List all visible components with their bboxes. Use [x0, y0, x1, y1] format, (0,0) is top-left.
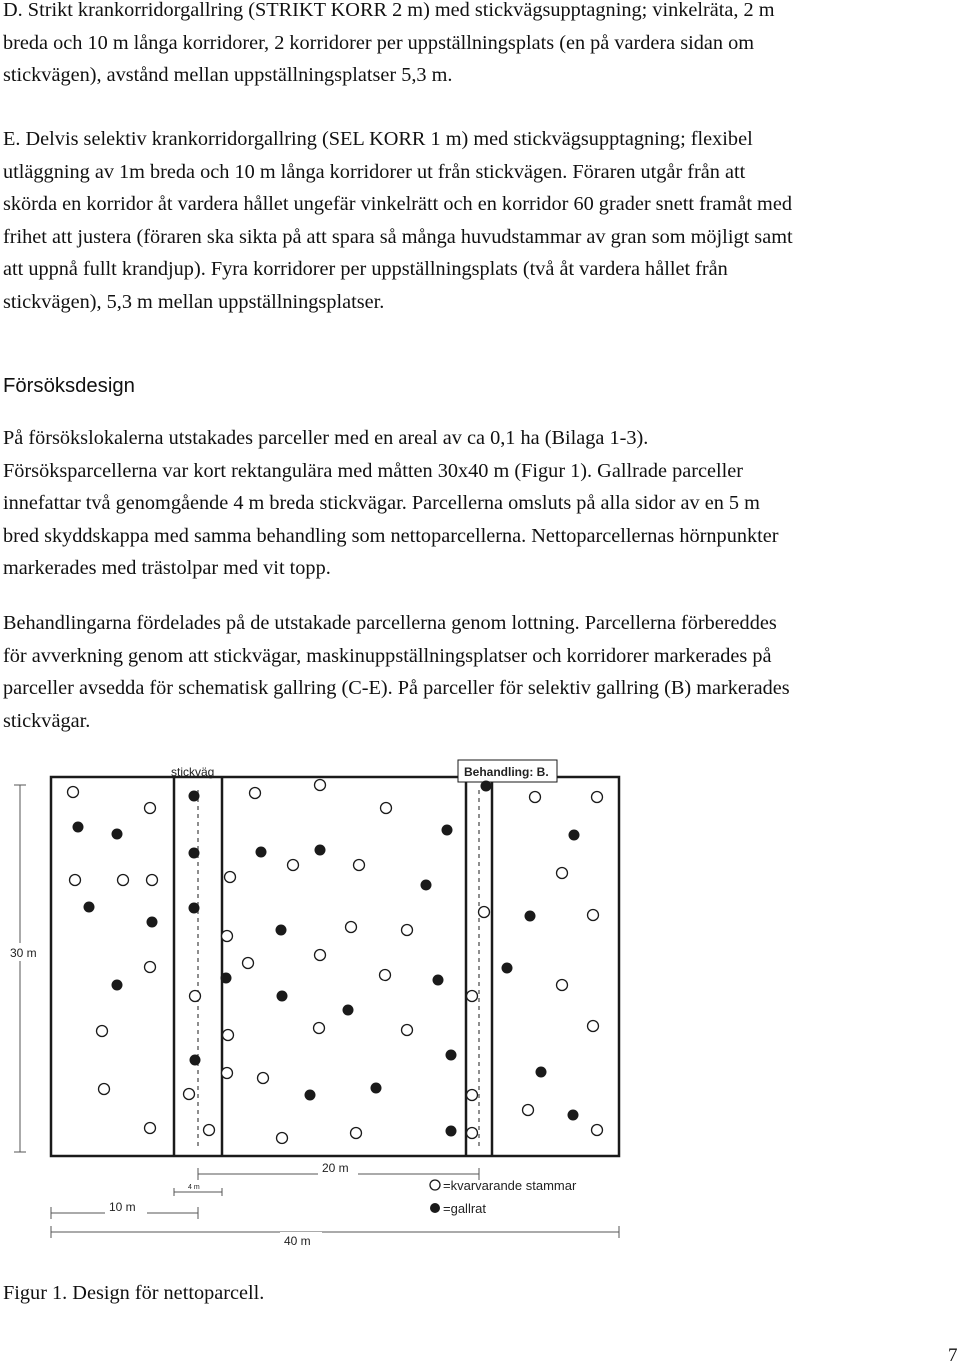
label-20m: 20 m — [322, 1161, 349, 1175]
thinned-tree-marker — [536, 1067, 547, 1078]
label-40m: 40 m — [284, 1234, 311, 1248]
thinned-tree-marker — [73, 822, 84, 833]
text-line: E. Delvis selektiv krankorridorgallring (SEL KORR 1 m) med stickvägsupptagning; flexibel — [3, 128, 753, 150]
thinned-trees — [73, 781, 580, 1137]
label-30m: 30 m — [10, 946, 37, 960]
thinned-tree-marker — [481, 781, 492, 792]
remaining-tree-marker — [351, 1128, 362, 1139]
paragraph-d — [3, 0, 960, 92]
remaining-tree-marker — [277, 1133, 288, 1144]
remaining-tree-marker — [354, 860, 365, 871]
remaining-tree-marker — [145, 803, 156, 814]
remaining-tree-marker — [467, 1090, 478, 1101]
remaining-tree-marker — [225, 872, 236, 883]
remaining-tree-marker — [346, 922, 357, 933]
legend-filled-circle — [430, 1203, 440, 1213]
label-4m: 4 m — [188, 1184, 200, 1191]
remaining-tree-marker — [147, 875, 158, 886]
paragraph-design — [3, 422, 960, 585]
thinned-tree-marker — [189, 791, 200, 802]
thinned-tree-marker — [112, 980, 123, 991]
remaining-tree-marker — [243, 958, 254, 969]
legend-open-circle — [430, 1180, 440, 1190]
text-line: utläggning av 1m breda och 10 m långa korridorer ut från stickvägen. Föraren utgår från att — [3, 160, 746, 183]
thinned-tree-marker — [421, 880, 432, 891]
thinned-tree-marker — [221, 973, 232, 984]
remaining-tree-marker — [258, 1073, 269, 1084]
remaining-tree-marker — [222, 1068, 233, 1079]
remaining-tree-marker — [315, 780, 326, 791]
thinned-tree-marker — [569, 830, 580, 841]
text-line: skörda en korridor åt vardera hållet ungefär vinkelrätt och en korridor 60 grader snett framåt med — [3, 193, 792, 215]
thinned-tree-marker — [189, 903, 200, 914]
legend — [430, 1178, 577, 1216]
remaining-tree-marker — [145, 1123, 156, 1134]
remaining-tree-marker — [557, 980, 568, 991]
dimension-30m — [14, 785, 26, 1152]
remaining-tree-marker — [381, 803, 392, 814]
thinned-tree-marker — [568, 1110, 579, 1121]
thinned-tree-marker — [84, 902, 95, 913]
thinned-tree-marker — [112, 829, 123, 840]
remaining-tree-marker — [204, 1125, 215, 1136]
thinned-tree-marker — [147, 917, 158, 928]
label-10m: 10 m — [109, 1200, 136, 1214]
thinned-tree-marker — [190, 1055, 201, 1066]
text-line: för avverkning genom att stickvägar, maskinuppställningsplatser och korridorer markerades på — [3, 644, 772, 667]
plot-border — [51, 777, 619, 1156]
remaining-tree-marker — [99, 1084, 110, 1095]
remaining-tree-marker — [380, 970, 391, 981]
figure-caption: Figur 1. Design för nettoparcell. — [3, 1282, 265, 1304]
text-line: bred skyddskappa med samma behandling som nettoparcellerna. Nettoparcellernas hörnpunkter — [3, 524, 779, 547]
text-line: Försöksparcellerna var kort rektangulära med måtten 30x40 m (Figur 1). Gallrade parceller — [3, 459, 743, 482]
remaining-tree-marker — [184, 1089, 195, 1100]
remaining-tree-marker — [145, 962, 156, 973]
text-line: På försökslokalerna utstakades parceller med en areal av ca 0,1 ha (Bilaga 1-3). — [3, 427, 649, 449]
text-line: D. Strikt krankorridorgallring (STRIKT KORR 2 m) med stickvägsupptagning; vinkelräta, 2 m — [3, 0, 775, 21]
remaining-tree-marker — [97, 1026, 108, 1037]
remaining-tree-marker — [288, 860, 299, 871]
remaining-tree-marker — [530, 792, 541, 803]
thinned-tree-marker — [442, 825, 453, 836]
remaining-tree-marker — [467, 991, 478, 1002]
text-line: innefattar två genomgående 4 m breda stickvägar. Parcellerna omsluts på alla sidor av en 5 m — [3, 492, 760, 514]
thinned-tree-marker — [343, 1005, 354, 1016]
remaining-tree-marker — [190, 991, 201, 1002]
remaining-tree-marker — [557, 868, 568, 879]
remaining-tree-marker — [588, 1021, 599, 1032]
legend-gallrat-label: =gallrat — [443, 1201, 486, 1216]
remaining-tree-marker — [70, 875, 81, 886]
remaining-tree-marker — [588, 910, 599, 921]
legend-kvarvarande-label: =kvarvarande stammar — [443, 1178, 577, 1193]
text-line: markerades med trästolpar med vit topp. — [3, 557, 331, 579]
remaining-tree-marker — [118, 875, 129, 886]
remaining-tree-marker — [592, 1125, 603, 1136]
label-stickvag: stickväg — [171, 765, 215, 779]
remaining-tree-marker — [223, 1030, 234, 1041]
remaining-tree-marker — [402, 925, 413, 936]
remaining-tree-marker — [402, 1025, 413, 1036]
thinned-tree-marker — [315, 845, 326, 856]
text-line: stickvägen), 5,3 m mellan uppställningsplatser. — [3, 290, 385, 313]
remaining-trees — [68, 780, 603, 1144]
plot-design-figure — [0, 750, 640, 1260]
text-line: att uppnå fullt krandjup). Fyra korridorer per uppställningsplats (två åt vardera hållet från — [3, 258, 728, 280]
text-line: Behandlingarna fördelades på de utstakade parcellerna genom lottning. Parcellerna förbereddes — [3, 612, 777, 634]
section-heading: Försöksdesign — [3, 375, 135, 397]
thinned-tree-marker — [446, 1050, 457, 1061]
text-line: stickvägar. — [3, 709, 91, 732]
thinned-tree-marker — [371, 1083, 382, 1094]
remaining-tree-marker — [68, 787, 79, 798]
remaining-tree-marker — [314, 1023, 325, 1034]
remaining-tree-marker — [222, 931, 233, 942]
text-line: breda och 10 m långa korridorer, 2 korridorer per uppställningsplats (en på vardera sidan om — [3, 31, 755, 54]
thinned-tree-marker — [277, 991, 288, 1002]
thinned-tree-marker — [502, 963, 513, 974]
page-number: 7 — [948, 1345, 958, 1366]
remaining-tree-marker — [467, 1128, 478, 1139]
thinned-tree-marker — [189, 848, 200, 859]
remaining-tree-marker — [479, 907, 490, 918]
text-line: frihet att justera (föraren ska sikta på att spara så många huvudstammar av gran som möjligt samt — [3, 225, 793, 248]
text-line: parceller avsedda för schematisk gallring (C-E). På parceller för selektiv gallring (B) markerades — [3, 677, 790, 699]
paragraph-treatment — [3, 607, 960, 737]
thinned-tree-marker — [446, 1126, 457, 1137]
remaining-tree-marker — [592, 792, 603, 803]
text-line: stickvägen), avstånd mellan uppställningsplatser 5,3 m. — [3, 64, 453, 86]
dimension-40m — [51, 1226, 619, 1238]
label-behandling: Behandling: B. — [464, 765, 549, 779]
remaining-tree-marker — [250, 788, 261, 799]
paragraph-e — [3, 123, 960, 318]
remaining-tree-marker — [523, 1105, 534, 1116]
thinned-tree-marker — [433, 975, 444, 986]
thinned-tree-marker — [525, 911, 536, 922]
remaining-tree-marker — [315, 950, 326, 961]
thinned-tree-marker — [305, 1090, 316, 1101]
thinned-tree-marker — [276, 925, 287, 936]
thinned-tree-marker — [256, 847, 267, 858]
